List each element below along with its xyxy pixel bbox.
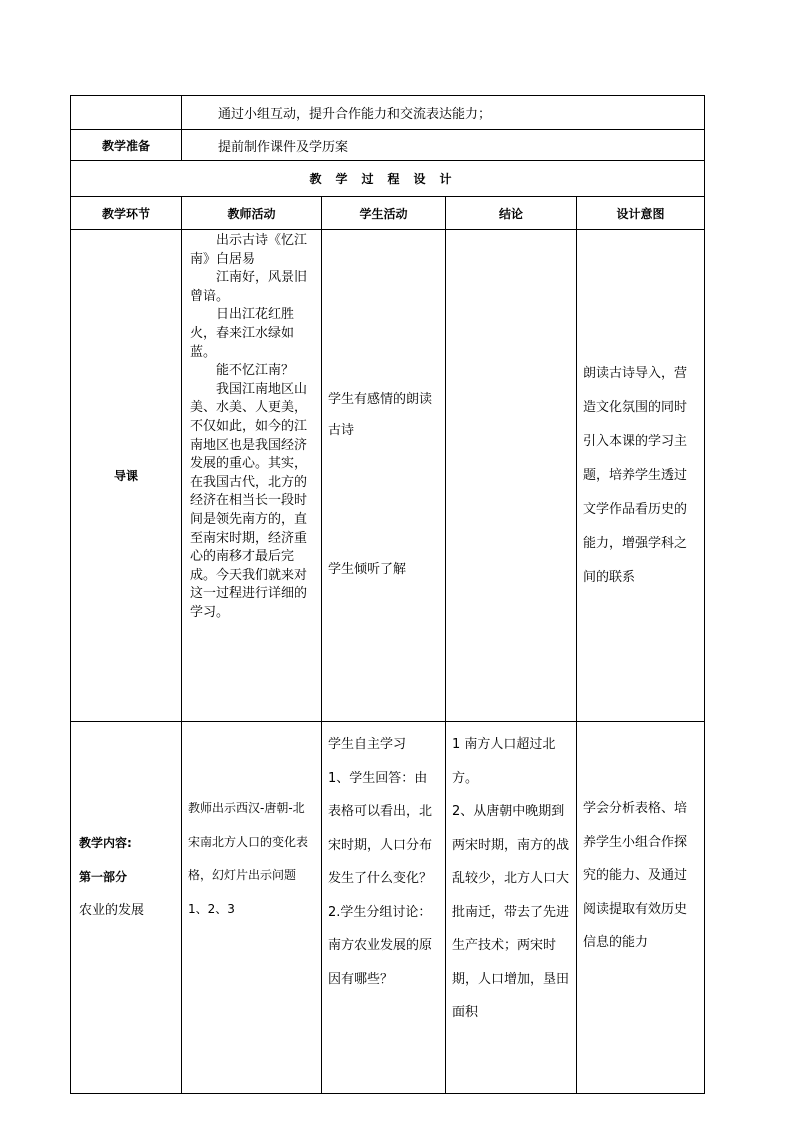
- intro-student-1: 学生有感情的朗读古诗: [328, 392, 433, 438]
- part1-student-text: 学生自主学习 1、学生回答：由表格可以看出，北宋时期，人口分布发生了什么变化？ 2.学生分组讨论：南方农业发展的原因有哪些？: [328, 737, 433, 987]
- prep-row: [71, 130, 705, 161]
- intro-intent: 朗读古诗导入，营造文化氛围的同时引入本课的学习主题，培养学生透过文学作品看历史的能力，增强学科之间的联系: [577, 230, 705, 722]
- intro-row: [71, 230, 705, 722]
- part1-student-activity: [322, 722, 446, 1094]
- intro-stage: 导课: [71, 230, 182, 722]
- prep-text: 提前制作课件及学历案: [182, 130, 705, 161]
- part1-teacher-activity: [182, 722, 322, 1094]
- part1-teacher-text: 教师出示西汉-唐朝-北宋南北方人口的变化表格，幻灯片出示问题 1、2、3: [188, 801, 309, 916]
- intro-teacher-line: 能不忆江南？: [216, 363, 295, 379]
- header-stage: 教学环节: [71, 197, 182, 230]
- part1-intent-text: 学会分析表格、培养学生小组合作探究的能力、及通过阅读提取有效历史信息的能力: [583, 801, 688, 950]
- intro-conclusion: [446, 230, 577, 722]
- part1-stage-line: 第一部分: [79, 869, 128, 884]
- intro-teacher-line: 日出江花红胜火，春来江水绿如蓝。: [190, 307, 295, 360]
- goal-label-cell: [71, 96, 182, 130]
- intro-teacher-line: 我国江南地区山美、水美、人更美，不仅如此，如今的江南地区也是我国经济发展的重心。其实，在我国古代，北方的经济在相当长一段时间是领先南方的，直至南宋时期，经济重心的南移才最后完成。今天我们就来对这一过程进行详细的学习。: [190, 381, 308, 620]
- section-title: 教学过程设计: [71, 161, 705, 197]
- lesson-plan-table: [70, 95, 705, 1094]
- prep-label: 教学准备: [71, 130, 182, 161]
- goal-row: [71, 96, 705, 130]
- part1-stage: [71, 722, 182, 1094]
- header-conclusion: 结论: [446, 197, 577, 230]
- header-intent: 设计意图: [577, 197, 705, 230]
- part1-conclusion: [446, 722, 577, 1094]
- header-teacher: 教师活动: [182, 197, 322, 230]
- part1-row: [71, 722, 705, 1094]
- intro-teacher-line: 江南好，风景旧曾谙。: [190, 270, 308, 304]
- header-student: 学生活动: [322, 197, 446, 230]
- goal-text: 通过小组互动，提升合作能力和交流表达能力；: [182, 96, 705, 130]
- part1-conclusion-text: 1 南方人口超过北方。 2、从唐朝中晚期到两宋时期，南方的战乱较少，北方人口大批南迁，带去了先进生产技术；两宋时期，人口增加，垦田面积: [452, 737, 570, 1020]
- intro-student-activity: [322, 230, 446, 722]
- section-title-row: [71, 161, 705, 197]
- intro-teacher-line: 出示古诗《忆江南》白居易: [190, 233, 308, 267]
- header-row: [71, 197, 705, 230]
- intro-student-2: 学生倾听了解: [328, 562, 407, 577]
- part1-intent: [577, 722, 705, 1094]
- intro-teacher-activity: [182, 230, 322, 722]
- part1-stage-line: 农业的发展: [79, 903, 145, 918]
- part1-stage-line: 教学内容:: [79, 836, 132, 850]
